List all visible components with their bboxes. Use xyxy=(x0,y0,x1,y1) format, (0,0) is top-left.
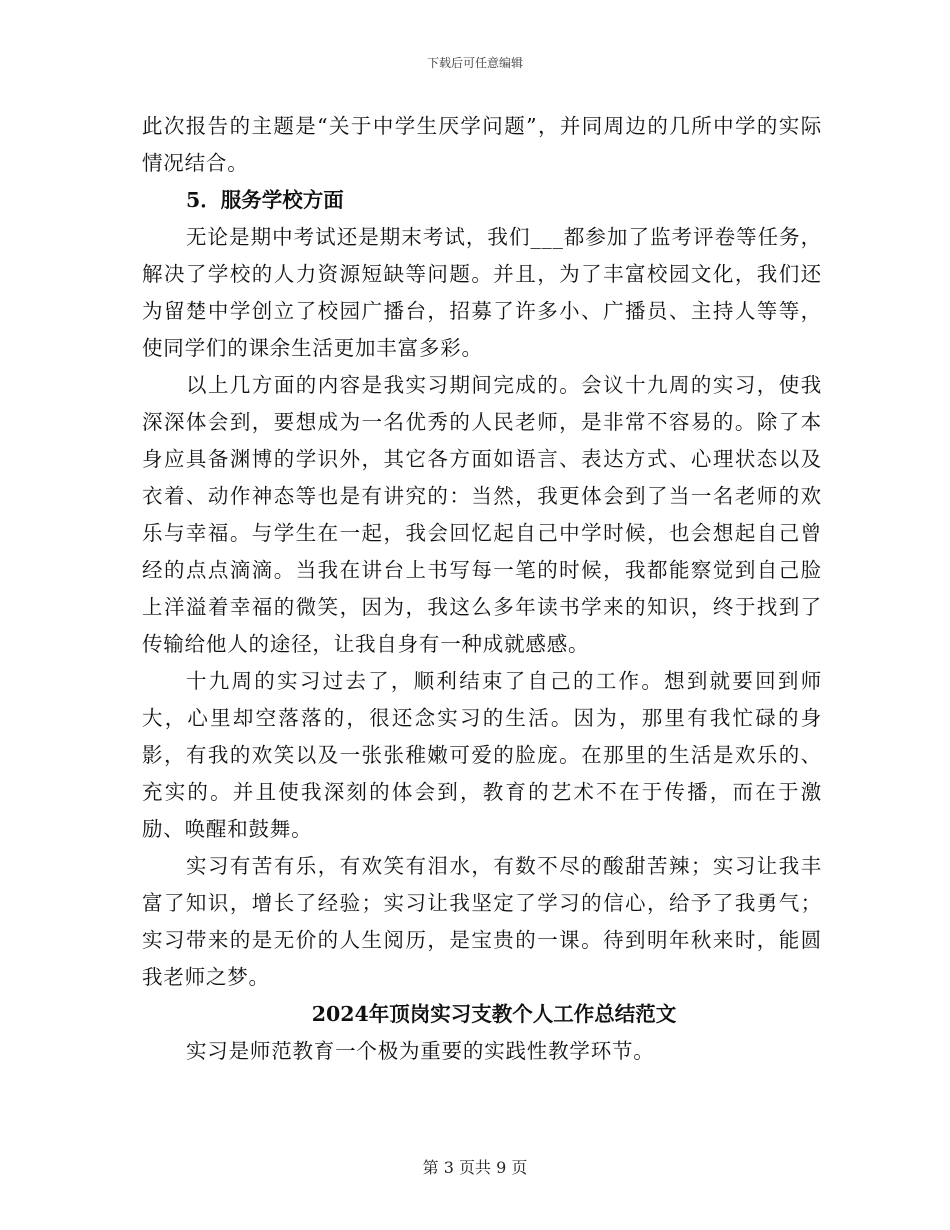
paragraph-school-service: 无论是期中考试还是期末考试，我们___都参加了监考评卷等任务，解决了学校的人力资源短缺等问题。并且，为了丰富校园文化，我们还为留楚中学创立了校园广播台，招募了许多小、广播员、主持人等等，使同学们的课余生活更加丰富多彩。 xyxy=(142,225,822,360)
paragraph-conclusion: 实习有苦有乐，有欢笑有泪水，有数不尽的酸甜苦辣；实习让我丰富了知识，增长了经验；实习让我坚定了学习的信心，给予了我勇气；实习带来的是无价的人生阅历，是宝贵的一课。待到明年秋来时，能圆我老师之梦。 xyxy=(142,854,822,989)
document-section-title: 2024年顶岗实习支教个人工作总结范文 xyxy=(311,1002,677,1026)
paragraph-intro: 实习是师范教育一个极为重要的实践性教学环节。 xyxy=(186,1039,655,1063)
document-body xyxy=(142,108,822,1070)
paragraph-reflection: 以上几方面的内容是我实习期间完成的。会议十九周的实习，使我深深体会到，要想成为一名优秀的人民老师，是非常不容易的。除了本身应具备渊博的学识外，其它各方面如语言、表达方式、心理状态以及衣着、动作神态等也是有讲究的：当然，我更体会到了当一名老师的欢乐与幸福。与学生在一起，我会回忆起自己中学时候，也会想起自己曾经的点点滴滴。当我在讲台上书写每一笔的时候，我都能察觉到自己脸上洋溢着幸福的微笑，因为，我这么多年读书学来的知识，终于找到了传输给他人的途径，让我自身有一种成就感感。 xyxy=(142,373,822,656)
page-header-note: 下载后可任意编辑 xyxy=(426,56,523,70)
page-number-footer: 第 3 页共 9 页 xyxy=(422,1158,528,1177)
paragraph-end-of-internship: 十九周的实习过去了，顺利结束了自己的工作。想到就要回到师大，心里却空落落的，很还念实习的生活。因为，那里有我忙碌的身影，有我的欢笑以及一张张稚嫩可爱的脸庞。在那里的生活是欢乐的、充实的。并且使我深刻的体会到，教育的艺术不在于传播，而在于激励、唤醒和鼓舞。 xyxy=(142,669,822,841)
paragraph-report-topic: 此次报告的主题是“关于中学生厌学问题”，并同周边的几所中学的实际情况结合。 xyxy=(142,114,822,175)
section-subheading: 5．服务学校方面 xyxy=(186,188,344,212)
